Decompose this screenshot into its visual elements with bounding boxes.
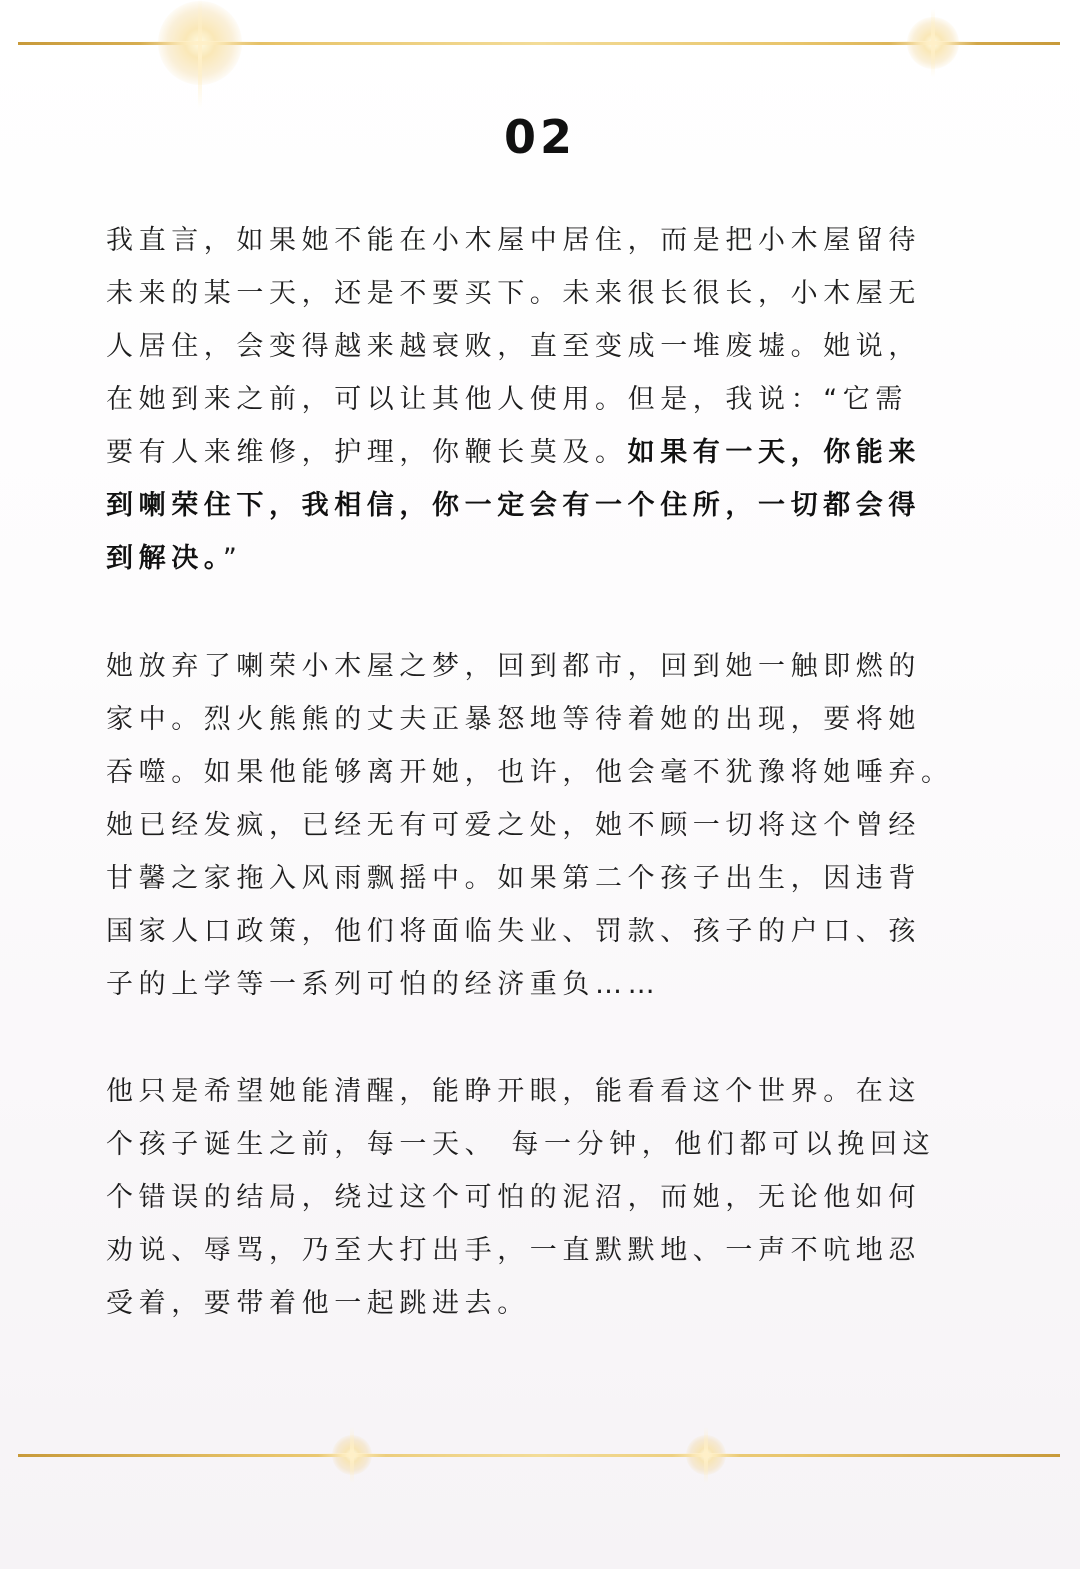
text-line: 劝说、辱骂，乃至大打出手，一直默默地、一声不吭地忍 <box>106 1235 921 1266</box>
text-line: 在她到来之前，可以让其他人使用。但是，我说：“它需 <box>106 384 908 415</box>
text-line: 人居住，会变得越来越衰败，直至变成一堆废墟。她说， <box>106 331 921 362</box>
text-line: 甘馨之家拖入风雨飘摇中。如果第二个孩子出生，因违背 <box>106 863 921 894</box>
paragraph-2 <box>106 640 996 1011</box>
paragraph-3 <box>106 1065 996 1330</box>
text-line: 个错误的结局，绕过这个可怕的泥沼，而她，无论他如何 <box>106 1182 921 1213</box>
text-line: 受着，要带着他一起跳进去。 <box>106 1288 530 1319</box>
text-line: 她已经发疯，已经无有可爱之处，她不顾一切将这个曾经 <box>106 810 921 841</box>
bold-text-span: 如果有一天，你能来 <box>627 437 922 468</box>
text-line: 她放弃了喇荣小木屋之梦，回到都市，回到她一触即燃的 <box>106 651 921 682</box>
text-line: 个孩子诞生之前，每一天、 每一分钟，他们都可以挽回这 <box>106 1129 936 1160</box>
text-line: 我直言，如果她不能在小木屋中居住，而是把小木屋留待 <box>106 225 921 256</box>
text-line <box>106 426 996 479</box>
text-line: 家中。烈火熊熊的丈夫正暴怒地等待着她的出现，要将她 <box>106 704 921 735</box>
bottom-gold-divider <box>18 1454 1060 1457</box>
text-span: 要有人来维修，护理，你鞭长莫及。 <box>106 437 628 468</box>
text-line: 子的上学等一系列可怕的经济重负…… <box>106 969 661 1000</box>
text-line: 他只是希望她能清醒，能睁开眼，能看看这个世界。在这 <box>106 1076 921 1107</box>
text-line: 未来的某一天，还是不要买下。未来很长很长，小木屋无 <box>106 278 921 309</box>
text-line: 吞噬。如果他能够离开她，也许，他会毫不犹豫将她唾弃。 <box>106 757 954 788</box>
text-line: 国家人口政策，他们将面临失业、罚款、孩子的户口、孩 <box>106 916 921 947</box>
section-number-heading: 02 <box>503 110 576 164</box>
paragraph-1 <box>106 214 996 585</box>
text-span: ” <box>222 543 243 574</box>
bold-text-line: 到喇荣住下，我相信，你一定会有一个住所，一切都会得 <box>106 490 921 521</box>
text-line <box>106 532 996 585</box>
bold-text-span: 到解决。 <box>106 543 223 574</box>
